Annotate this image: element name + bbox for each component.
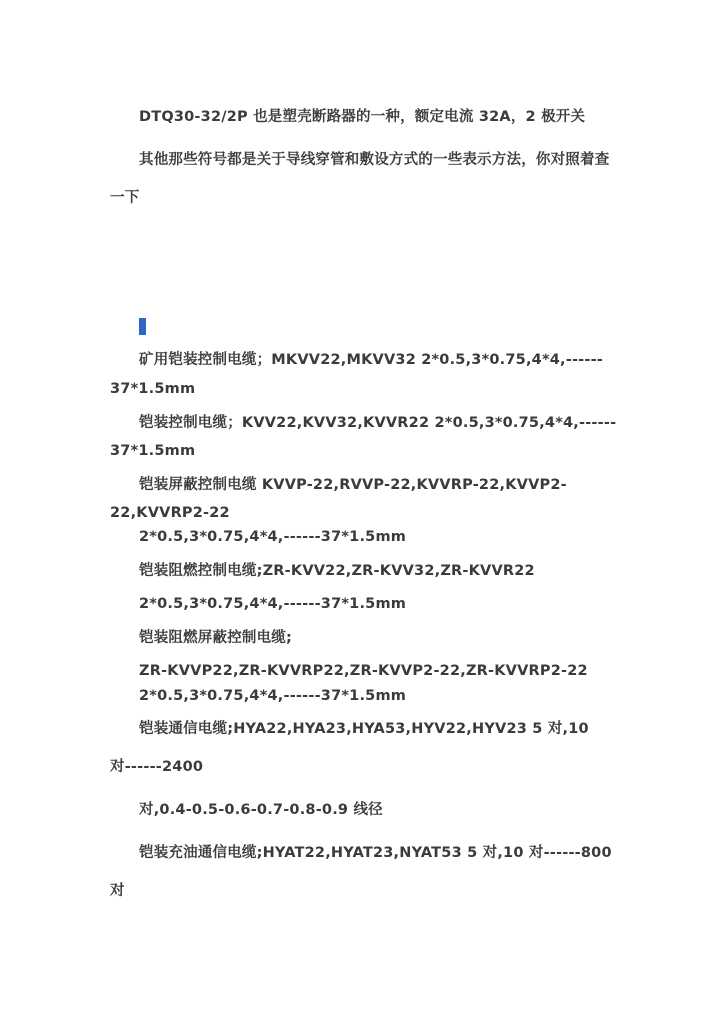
cable-item-mining-control-cont: 37*1.5mm	[110, 381, 196, 397]
intro-line-symbols: 其他那些符号都是关于导线穿管和敷设方式的一些表示方法，你对照着查	[139, 152, 610, 168]
cable-item-communication: 铠装通信电缆;HYA22,HYA23,HYA53,HYV22,HYV23 5 对,10	[139, 721, 589, 737]
cable-item-control: 铠装控制电缆；KVV22,KVV32,KVVR22 2*0.5,3*0.75,4*4,------	[139, 415, 617, 431]
cable-item-shielded-control: 铠装屏蔽控制电缆 KVVP-22,RVVP-22,KVVRP-22,KVVP2-	[139, 477, 567, 493]
cable-item-shielded-control-specs: 2*0.5,3*0.75,4*4,------37*1.5mm	[139, 529, 407, 545]
cable-item-flame-retardant: 铠装阻燃控制电缆;ZR-KVV22,ZR-KVV32,ZR-KVVR22	[139, 563, 535, 579]
cable-item-control-cont: 37*1.5mm	[110, 443, 196, 459]
cable-item-shielded-control-cont: 22,KVVRP2-22	[110, 505, 230, 521]
cable-item-oil-filled-cont: 对	[110, 883, 125, 899]
cable-item-fr-shielded: 铠装阻燃屏蔽控制电缆;	[139, 630, 292, 646]
cable-item-communication-gauge: 对,0.4-0.5-0.6-0.7-0.8-0.9 线径	[139, 802, 383, 818]
intro-line-continued: 一下	[110, 190, 140, 206]
cable-item-fr-shielded-models: ZR-KVVP22,ZR-KVVRP22,ZR-KVVP2-22,ZR-KVVRP2-22	[139, 663, 588, 679]
cable-item-mining-control: 矿用铠装控制电缆；MKVV22,MKVV32 2*0.5,3*0.75,4*4,------	[139, 352, 604, 368]
cable-item-communication-cont: 对------2400	[110, 759, 204, 775]
cable-item-oil-filled: 铠装充油通信电缆;HYAT22,HYAT23,NYAT53 5 对,10 对------800	[139, 845, 612, 861]
cable-item-flame-retardant-specs: 2*0.5,3*0.75,4*4,------37*1.5mm	[139, 596, 407, 612]
intro-line-breaker: DTQ30-32/2P 也是塑壳断路器的一种，额定电流 32A，2 极开关	[139, 109, 586, 125]
section-accent-bar	[139, 318, 146, 335]
cable-item-fr-shielded-specs: 2*0.5,3*0.75,4*4,------37*1.5mm	[139, 688, 407, 704]
